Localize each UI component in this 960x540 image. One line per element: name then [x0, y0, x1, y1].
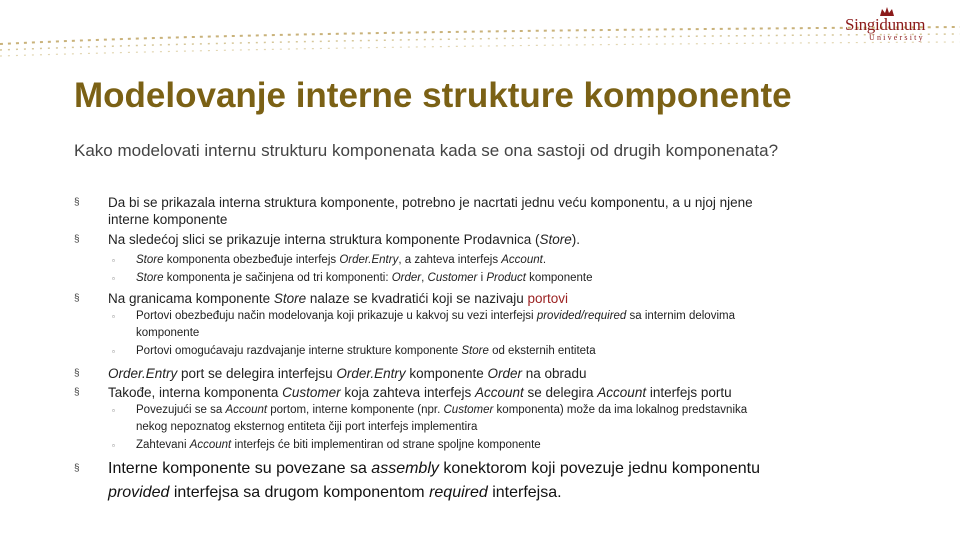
logo-subtitle: University	[869, 33, 925, 42]
sub-bullet-marker: ▫	[112, 256, 115, 265]
sub-bullet-marker: ▫	[112, 312, 115, 321]
bullet-3-sub-2: Portovi omogućavaju razdvajanje interne strukture komponente Store od eksternih entiteta	[136, 345, 596, 357]
bullet-5-sub-1-line-2: nekog nepoznatog eksternog entiteta čiji port interfejs implementira	[136, 421, 478, 433]
bullet-1-line-1: Da bi se prikazala interna struktura komponente, potrebno je nacrtati jednu veću komponentu, a u njoj njene	[108, 195, 753, 210]
sub-bullet-marker: ▫	[112, 347, 115, 356]
intro-question: Kako modelovati internu strukturu komponenata kada se ona sastoji od drugih komponenata?	[74, 141, 779, 160]
sub-bullet-marker: ▫	[112, 406, 115, 415]
sub-bullet-marker: ▫	[112, 274, 115, 283]
bullet-2: Na sledećoj slici se prikazuje interna struktura komponente Prodavnica (Store).	[108, 232, 580, 247]
bullet-3-sub-1-line-2: komponente	[136, 327, 200, 339]
bullet-marker: §	[74, 387, 80, 398]
sub-bullet-marker: ▫	[112, 441, 115, 450]
logo-name: Singidunum	[845, 15, 926, 34]
university-logo	[835, 6, 935, 48]
bullet-2-sub-1: Store komponenta obezbeđuje interfejs Order.Entry, a zahteva interfejs Account.	[136, 254, 547, 266]
bullet-6-line-1: Interne komponente su povezane sa assembly konektorom koji povezuje jednu komponentu	[108, 460, 760, 477]
bullet-marker: §	[74, 293, 80, 304]
bullet-5: Takođe, interna komponenta Customer koja zahteva interfejs Account se delegira Account interfejs portu	[108, 385, 732, 400]
bullet-2-sub-2: Store komponenta je sačinjena od tri komponenti: Order, Customer i Product komponente	[136, 272, 593, 284]
bullet-marker: §	[74, 234, 80, 245]
bullet-5-sub-2: Zahtevani Account interfejs će biti implementiran od strane spoljne komponente	[136, 439, 541, 451]
bullet-1-line-2: interne komponente	[108, 212, 228, 227]
bullet-5-sub-1: Povezujući se sa Account portom, interne komponente (npr. Customer komponenta) može da ima lokalnog predstavnika	[136, 404, 748, 416]
bullet-3-sub-1: Portovi obezbeđuju način modelovanja koji prikazuje u kakvoj su vezi interfejsi provided/required sa internim delovima	[136, 310, 735, 322]
header-decoration	[0, 0, 960, 75]
highlight-portovi: portovi	[527, 291, 569, 306]
bullet-marker: §	[74, 368, 80, 379]
bullet-3: Na granicama komponente Store nalaze se kvadratići koji se nazivaju portovi	[108, 291, 569, 306]
bullet-marker: §	[74, 463, 80, 474]
bullet-6-line-2: provided interfejsa sa drugom komponentom required interfejsa.	[108, 484, 562, 501]
slide-title: Modelovanje interne strukture komponente	[74, 76, 792, 115]
bullet-4: Order.Entry port se delegira interfejsu Order.Entry komponente Order na obradu	[108, 366, 587, 381]
bullet-marker: §	[74, 197, 80, 208]
